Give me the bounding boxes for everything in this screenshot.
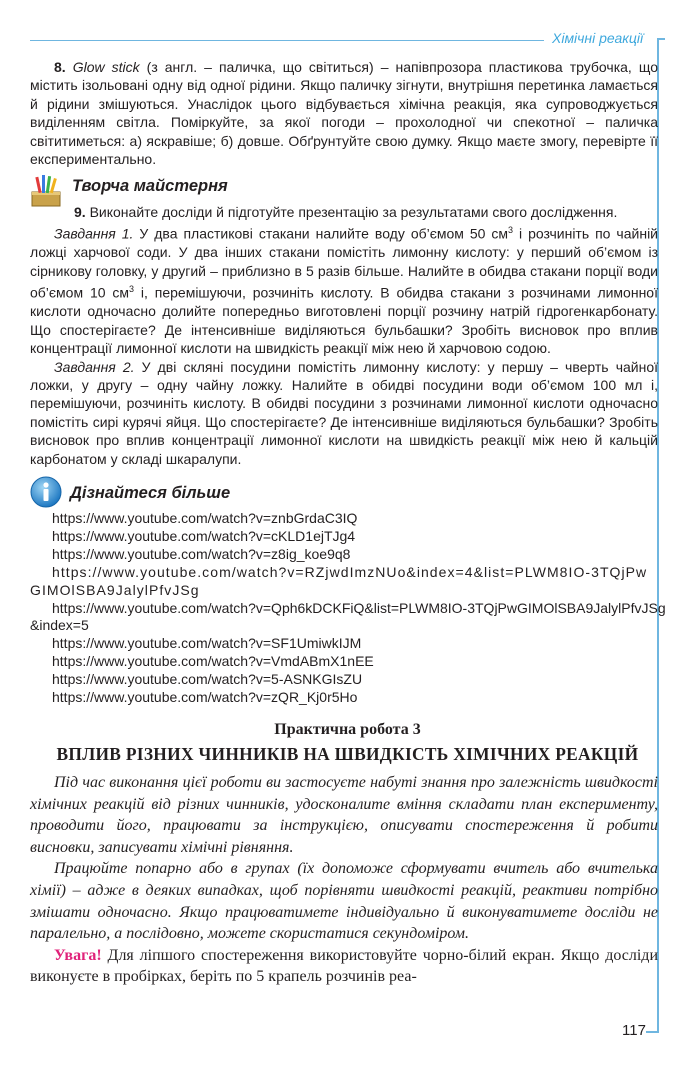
task-9-number: 9.	[74, 204, 86, 220]
link-item[interactable]: https://www.youtube.com/watch?v=SF1UmiwkIJM	[52, 635, 362, 652]
link-list	[30, 510, 666, 707]
practical-para-1: Під час виконання цієї роботи ви застосуєте набуті знання про залежність швидкості хімічних реакцій від різних чинників, удосконалите вміння складати план експерименту, проводити його, працювати за інструкцією, описувати спостереження й робити висновки, записувати хімічні рівняння.	[30, 774, 658, 856]
link-item[interactable]: https://www.youtube.com/watch?v=z8ig_koe9q8	[52, 545, 351, 562]
practical-para-2: Працюйте попарно або в групах (їх допоможе сформувати вчитель або вчителька хімії) – адже в деяких випадках, щоб порівняти швидкості реакцій, реактиви потрібно змішати одночасно. Якщо працюватимете індивідуально й виконуватимете досліди не паралельно, а послідовно, можете скористатися секундоміром.	[30, 860, 658, 943]
link-item[interactable]: https://www.youtube.com/watch?v=5-ASNKGIsZU	[52, 671, 363, 688]
header-rule	[30, 40, 544, 41]
creative-heading: Творча майстерня	[72, 177, 228, 195]
link-item[interactable]: https://www.youtube.com/watch?v=Qph6kDCKFiQ&list=PLWM8IO-3TQjPwGIMOlSBA9JalylPfvJSg&index=5	[30, 599, 666, 634]
cube-exponent: 3	[508, 225, 514, 236]
link-item[interactable]: https://www.youtube.com/watch?v=znbGrdaC3IQ	[52, 510, 358, 526]
learn-more-heading: Дізнайтеся більше	[70, 484, 231, 502]
page-number: 117	[622, 1022, 646, 1039]
link-item[interactable]: https://www.youtube.com/watch?v=zQR_Kj0r5Ho	[52, 689, 358, 706]
creative-body	[30, 203, 658, 468]
warning-label: Увага!	[54, 946, 102, 964]
side-rule-cap	[657, 38, 665, 40]
link-item[interactable]: https://www.youtube.com/watch?v=RZjwdImzNUo&index=4&list=PLWM8IO-3TQjPwGIMOlSBA9JalylPfvJSg	[30, 563, 648, 598]
cube-exponent: 3	[129, 284, 135, 295]
assignment-2-label: Завдання 2.	[54, 358, 135, 375]
link-item[interactable]: https://www.youtube.com/watch?v=cKLD1ejTJg4	[52, 527, 356, 544]
running-header: Хімічні реакції	[552, 30, 644, 46]
link-item[interactable]: https://www.youtube.com/watch?v=VmdABmX1nEE	[52, 653, 374, 670]
practical-title: Практична робота 3	[274, 721, 421, 738]
warning-text: Для ліпшого спостереження використовуйте чорно-білий екран. Якщо досліди виконуєте в пробірках, беріть по 5 крапель розчинів реа-	[30, 946, 658, 986]
assignment-1-text-c: і, перемішуючи, розчиніть кислоту. В обидва стакани з розчинами лимонної кислоти одночасно долийте попередньо виготовлені порції розчину натрій гідрогенкарбонату. Що спостерігаєте? Де інтенсивніше виділяються бульбашки? Зробіть висновок про вплив концентрації лимонної кислоти на швидкість реакції між нею й харчовою содою.	[30, 284, 658, 357]
task-8-number: 8.	[54, 59, 66, 75]
task-8-term: Glow stick	[72, 59, 140, 75]
side-rule-foot	[646, 1031, 659, 1033]
assignment-1-label: Завдання 1.	[54, 226, 134, 243]
assignment-2-text: У дві скляні посудини помістіть лимонну кислоту: у першу – чверть чайної ложки, у другу – одну чайну ложку. Налийте в обидві посудини води об’ємом 100 мл і, перемішуючи, розчиніть кислоту. В обидві посудини з розчинами лимонної кислоти одночасно помістіть сирі курячі яйця. Що спостерігаєте? Де інтенсивніше виділяються бульбашки? Зробіть висновок про вплив концентрації лимонної кислоти на швидкість реакції між нею й кальцій карбонатом у складі шкаралупи.	[30, 358, 659, 467]
task-8	[30, 58, 658, 168]
assignment-1-text-a: У два пластикові стакани налийте воду об’ємом 50 см	[133, 226, 509, 243]
practical-heading: ВПЛИВ РІЗНИХ ЧИННИКІВ НА ШВИДКІСТЬ ХІМІЧНИХ РЕАКЦІЙ	[56, 744, 639, 764]
task-8-text: (з англ. – паличка, що світиться) – напівпрозора пластикова трубочка, що містить ізольовані одну від одної рідини. Якщо паличку зігнути, внутрішня перетинка ламається й рідини змішуються. Унаслідок цього відбувається хімічна реакція, яка супроводжується виділенням світла. Поміркуйте, за якої погоди – прохолодної чи спекотної – паличка світитиметься: а) яскравіше; б) довше. Обґрунтуйте свою думку. Якщо маєте змогу, перевірте її експериментально.	[30, 59, 658, 168]
assignment-1-text-b: і розчиніть по чайній ложці харчової соди. У два інших стакани помістіть лимонну кислоту: у перший об’ємом із сірникову головку, у другий – приблизно в 5 разів більше. Налийте в обидва стакани порції води об’ємом 10 см	[30, 226, 658, 301]
practical-body	[30, 772, 658, 988]
info-icon	[30, 476, 62, 508]
task-9-text: Виконайте досліди й підготуйте презентацію за результатами свого дослідження.	[85, 204, 618, 220]
